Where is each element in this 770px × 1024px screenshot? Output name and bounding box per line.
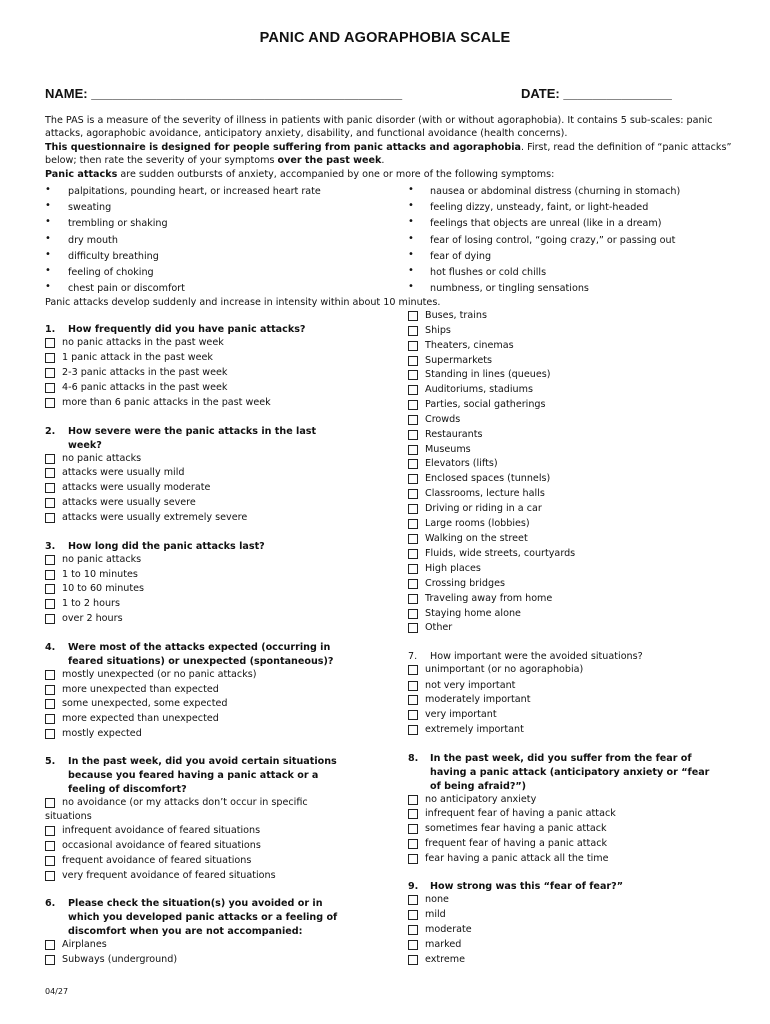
option-label: attacks were usually moderate <box>62 482 211 493</box>
checkbox[interactable] <box>408 623 418 633</box>
symptom-item: fear of losing control, “going crazy,” or passing out <box>430 235 676 246</box>
checkbox[interactable] <box>408 564 418 574</box>
intro-designed-for: This questionnaire is designed for people suffering from panic attacks and agoraphobia <box>45 141 522 153</box>
option-label: fear having a panic attack all the time <box>425 853 609 864</box>
situation-label: Driving or riding in a car <box>425 503 542 514</box>
option-label: mostly unexpected (or no panic attacks) <box>62 669 257 680</box>
situation-label: High places <box>425 563 481 574</box>
situation-label: Fluids, wide streets, courtyards <box>425 548 576 559</box>
checkbox[interactable] <box>408 940 418 950</box>
checkbox[interactable] <box>408 895 418 905</box>
intro-past-week: over the past week <box>277 155 382 167</box>
checkbox[interactable] <box>408 459 418 469</box>
question-number: 7. <box>408 651 418 662</box>
situation-label: Parties, social gatherings <box>425 399 546 410</box>
situation-label: Museums <box>425 444 471 455</box>
question-text-line: Please check the situation(s) you avoided or in <box>68 898 323 909</box>
option-label: mostly expected <box>62 728 142 739</box>
checkbox[interactable] <box>408 695 418 705</box>
symptom-item: dry mouth <box>68 235 118 246</box>
question-text-line: How severe were the panic attacks in the last <box>68 426 317 437</box>
question-text-line: feeling of discomfort? <box>68 784 187 795</box>
intro-definition <box>45 168 735 181</box>
checkbox[interactable] <box>45 614 55 624</box>
option-label: 1 to 2 hours <box>62 598 120 609</box>
checkbox[interactable] <box>408 925 418 935</box>
question-text-line: because you feared having a panic attack or a <box>68 770 319 781</box>
question-number: 5. <box>45 756 56 767</box>
option-label: sometimes fear having a panic attack <box>425 823 607 834</box>
checkbox[interactable] <box>408 594 418 604</box>
checkbox[interactable] <box>45 468 55 478</box>
option-label-continued: situations <box>45 811 92 822</box>
checkbox[interactable] <box>45 841 55 851</box>
checkbox[interactable] <box>45 483 55 493</box>
intro-definition-text: are sudden outbursts of anxiety, accompanied by one or more of the following symptoms: <box>117 168 555 180</box>
option-label: frequent fear of having a panic attack <box>425 838 608 849</box>
situation-label: Ships <box>425 325 451 336</box>
checkbox[interactable] <box>408 910 418 920</box>
checkbox[interactable] <box>45 714 55 724</box>
checkbox[interactable] <box>45 940 55 950</box>
option-label: infrequent fear of having a panic attack <box>425 808 616 819</box>
checkbox[interactable] <box>45 570 55 580</box>
checkbox[interactable] <box>408 839 418 849</box>
situation-label: Crossing bridges <box>425 578 505 589</box>
question-number: 6. <box>45 898 56 909</box>
checkbox[interactable] <box>45 398 55 408</box>
intro-text <box>45 114 735 181</box>
checkbox[interactable] <box>45 454 55 464</box>
option-label: marked <box>425 939 462 950</box>
bullet-icon: • <box>45 265 51 276</box>
checkbox[interactable] <box>408 681 418 691</box>
option-label: none <box>425 894 449 905</box>
checkbox[interactable] <box>408 579 418 589</box>
question-number: 1. <box>45 324 56 335</box>
checkbox[interactable] <box>408 609 418 619</box>
option-label: Subways (underground) <box>62 954 178 965</box>
option-label: infrequent avoidance of feared situations <box>62 825 261 836</box>
checkbox[interactable] <box>45 498 55 508</box>
situation-label: Standing in lines (queues) <box>425 369 551 380</box>
symptom-item: numbness, or tingling sensations <box>430 283 589 294</box>
checkbox[interactable] <box>408 955 418 965</box>
intro-instructions <box>45 141 735 168</box>
bullet-icon: • <box>45 200 51 211</box>
option-label: more than 6 panic attacks in the past week <box>62 397 271 408</box>
option-label: attacks were usually severe <box>62 497 196 508</box>
situation-label: Restaurants <box>425 429 483 440</box>
intro-panic-attacks-term: Panic attacks <box>45 168 118 180</box>
situation-label: Elevators (lifts) <box>425 458 498 469</box>
bullet-icon: • <box>408 184 414 195</box>
checkbox[interactable] <box>45 798 55 808</box>
question-number: 8. <box>408 753 419 764</box>
question-text-line: Were most of the attacks expected (occurring in <box>68 642 331 653</box>
question-number: 4. <box>45 642 56 653</box>
option-label: occasional avoidance of feared situations <box>62 840 261 851</box>
name-field[interactable]: NAME: ___________________________________________ <box>45 86 403 101</box>
question-text-line: In the past week, did you suffer from the fear of <box>430 753 692 764</box>
question-number: 9. <box>408 881 419 892</box>
question-text: How important were the avoided situations? <box>430 651 643 662</box>
situation-label: Crowds <box>425 414 461 425</box>
option-label: no panic attacks in the past week <box>62 337 224 348</box>
situation-label: Staying home alone <box>425 608 521 619</box>
situation-label: Theaters, cinemas <box>425 340 514 351</box>
checkbox[interactable] <box>45 383 55 393</box>
symptom-item: trembling or shaking <box>68 218 168 229</box>
question-text-line: of being afraid?”) <box>430 781 527 792</box>
checkbox[interactable] <box>45 729 55 739</box>
option-label: extremely important <box>425 724 524 735</box>
option-label: very frequent avoidance of feared situations <box>62 870 276 881</box>
symptom-item: hot flushes or cold chills <box>430 267 547 278</box>
question-text: How long did the panic attacks last? <box>68 541 265 552</box>
bullet-icon: • <box>408 200 414 211</box>
checkbox[interactable] <box>408 549 418 559</box>
checkbox[interactable] <box>45 599 55 609</box>
symptom-item: sweating <box>68 202 112 213</box>
checkbox[interactable] <box>45 338 55 348</box>
checkbox[interactable] <box>45 685 55 695</box>
symptom-item: difficulty breathing <box>68 251 159 262</box>
option-label: 1 to 10 minutes <box>62 569 138 580</box>
checkbox[interactable] <box>45 353 55 363</box>
option-label: mild <box>425 909 446 920</box>
checkbox[interactable] <box>408 809 418 819</box>
situation-label: Walking on the street <box>425 533 528 544</box>
situation-label: Auditoriums, stadiums <box>425 384 533 395</box>
checkbox[interactable] <box>45 871 55 881</box>
intro-instructions-text: . First, read the definition of “panic attacks” below; then rate the severity of your symptoms <box>45 141 732 167</box>
option-label: not very important <box>425 680 516 691</box>
bullet-icon: • <box>45 281 51 292</box>
intro-period: . <box>381 155 385 167</box>
situation-label: Supermarkets <box>425 355 492 366</box>
question-text: How frequently did you have panic attacks? <box>68 324 306 335</box>
situation-label: Large rooms (lobbies) <box>425 518 530 529</box>
bullet-icon: • <box>408 249 414 260</box>
option-label: attacks were usually mild <box>62 467 185 478</box>
checkbox[interactable] <box>408 534 418 544</box>
bullet-icon: • <box>408 281 414 292</box>
symptom-item: palpitations, pounding heart, or increased heart rate <box>68 186 321 197</box>
question-text-line: having a panic attack (anticipatory anxiety or “fear <box>430 767 710 778</box>
option-label: moderate <box>425 924 472 935</box>
question-number: 2. <box>45 426 56 437</box>
situation-label: Classrooms, lecture halls <box>425 488 545 499</box>
checkbox[interactable] <box>408 341 418 351</box>
option-label: extreme <box>425 954 466 965</box>
option-label: over 2 hours <box>62 613 123 624</box>
bullet-icon: • <box>45 249 51 260</box>
option-label: frequent avoidance of feared situations <box>62 855 252 866</box>
option-label: 4-6 panic attacks in the past week <box>62 382 228 393</box>
option-label: no anticipatory anxiety <box>425 794 537 805</box>
checkbox[interactable] <box>408 370 418 380</box>
bullet-icon: • <box>45 233 51 244</box>
option-label: no panic attacks <box>62 554 142 565</box>
checkbox[interactable] <box>45 584 55 594</box>
question-text: How strong was this “fear of fear?” <box>430 881 624 892</box>
checkbox[interactable] <box>45 699 55 709</box>
checkbox[interactable] <box>45 826 55 836</box>
checkbox[interactable] <box>408 710 418 720</box>
option-label: very important <box>425 709 497 720</box>
bullet-icon: • <box>408 216 414 227</box>
page-footer: 04/27 <box>45 987 69 996</box>
question-text-line: In the past week, did you avoid certain situations <box>68 756 337 767</box>
checkbox[interactable] <box>408 795 418 805</box>
question-text-line: week? <box>68 440 102 451</box>
checkbox[interactable] <box>45 856 55 866</box>
checkbox[interactable] <box>45 555 55 565</box>
checkbox[interactable] <box>408 356 418 366</box>
situation-label: Other <box>425 622 453 633</box>
panic-develop-note: Panic attacks develop suddenly and increase in intensity within about 10 minutes. <box>45 297 441 308</box>
option-label: no panic attacks <box>62 453 142 464</box>
checkbox[interactable] <box>45 670 55 680</box>
bullet-icon: • <box>408 265 414 276</box>
question-text-line: feared situations) or unexpected (spontaneous)? <box>68 656 334 667</box>
page-title: PANIC AND AGORAPHOBIA SCALE <box>259 30 511 46</box>
checkbox[interactable] <box>408 445 418 455</box>
option-label: moderately important <box>425 694 531 705</box>
option-label: Airplanes <box>62 939 107 950</box>
checkbox[interactable] <box>408 326 418 336</box>
symptom-item: chest pain or discomfort <box>68 283 185 294</box>
symptom-item: feeling dizzy, unsteady, faint, or light-headed <box>430 202 649 213</box>
checkbox[interactable] <box>408 474 418 484</box>
checkbox[interactable] <box>408 519 418 529</box>
symptom-item: feeling of choking <box>68 267 154 278</box>
situation-label: Traveling away from home <box>425 593 553 604</box>
bullet-icon: • <box>45 184 51 195</box>
checkbox[interactable] <box>408 415 418 425</box>
situation-label: Buses, trains <box>425 310 487 321</box>
option-label: more unexpected than expected <box>62 684 219 695</box>
intro-description: The PAS is a measure of the severity of illness in patients with panic disorder (with or without agoraphobia). It contains 5 sub-scales: panic attacks, agoraphobic avoidance, anticipatory anxiety, disability, and functional avoidance (health concerns). <box>45 115 713 140</box>
option-label: attacks were usually extremely severe <box>62 512 248 523</box>
option-label: more expected than unexpected <box>62 713 219 724</box>
checkbox[interactable] <box>408 504 418 514</box>
checkbox[interactable] <box>408 311 418 321</box>
option-label: some unexpected, some expected <box>62 698 228 709</box>
date-field[interactable]: DATE: _______________ <box>521 86 672 101</box>
option-label: 1 panic attack in the past week <box>62 352 213 363</box>
question-text-line: discomfort when you are not accompanied: <box>68 926 303 937</box>
checkbox[interactable] <box>408 665 418 675</box>
checkbox[interactable] <box>408 824 418 834</box>
checkbox[interactable] <box>408 725 418 735</box>
symptom-item: fear of dying <box>430 251 492 262</box>
bullet-icon: • <box>408 233 414 244</box>
question-text-line: which you developed panic attacks or a feeling of <box>68 912 338 923</box>
bullet-icon: • <box>45 216 51 227</box>
checkbox[interactable] <box>45 513 55 523</box>
option-label: 10 to 60 minutes <box>62 583 145 594</box>
option-label: 2-3 panic attacks in the past week <box>62 367 228 378</box>
question-number: 3. <box>45 541 56 552</box>
option-label: no avoidance (or my attacks don’t occur in specific <box>62 797 308 808</box>
checkbox[interactable] <box>408 385 418 395</box>
checkbox[interactable] <box>45 955 55 965</box>
checkbox[interactable] <box>408 400 418 410</box>
situation-label: Enclosed spaces (tunnels) <box>425 473 551 484</box>
option-label: unimportant (or no agoraphobia) <box>425 664 584 675</box>
symptom-item: nausea or abdominal distress (churning in stomach) <box>430 186 681 197</box>
checkbox[interactable] <box>408 489 418 499</box>
checkbox[interactable] <box>408 430 418 440</box>
symptom-item: feelings that objects are unreal (like in a dream) <box>430 218 662 229</box>
checkbox[interactable] <box>45 368 55 378</box>
checkbox[interactable] <box>408 854 418 864</box>
